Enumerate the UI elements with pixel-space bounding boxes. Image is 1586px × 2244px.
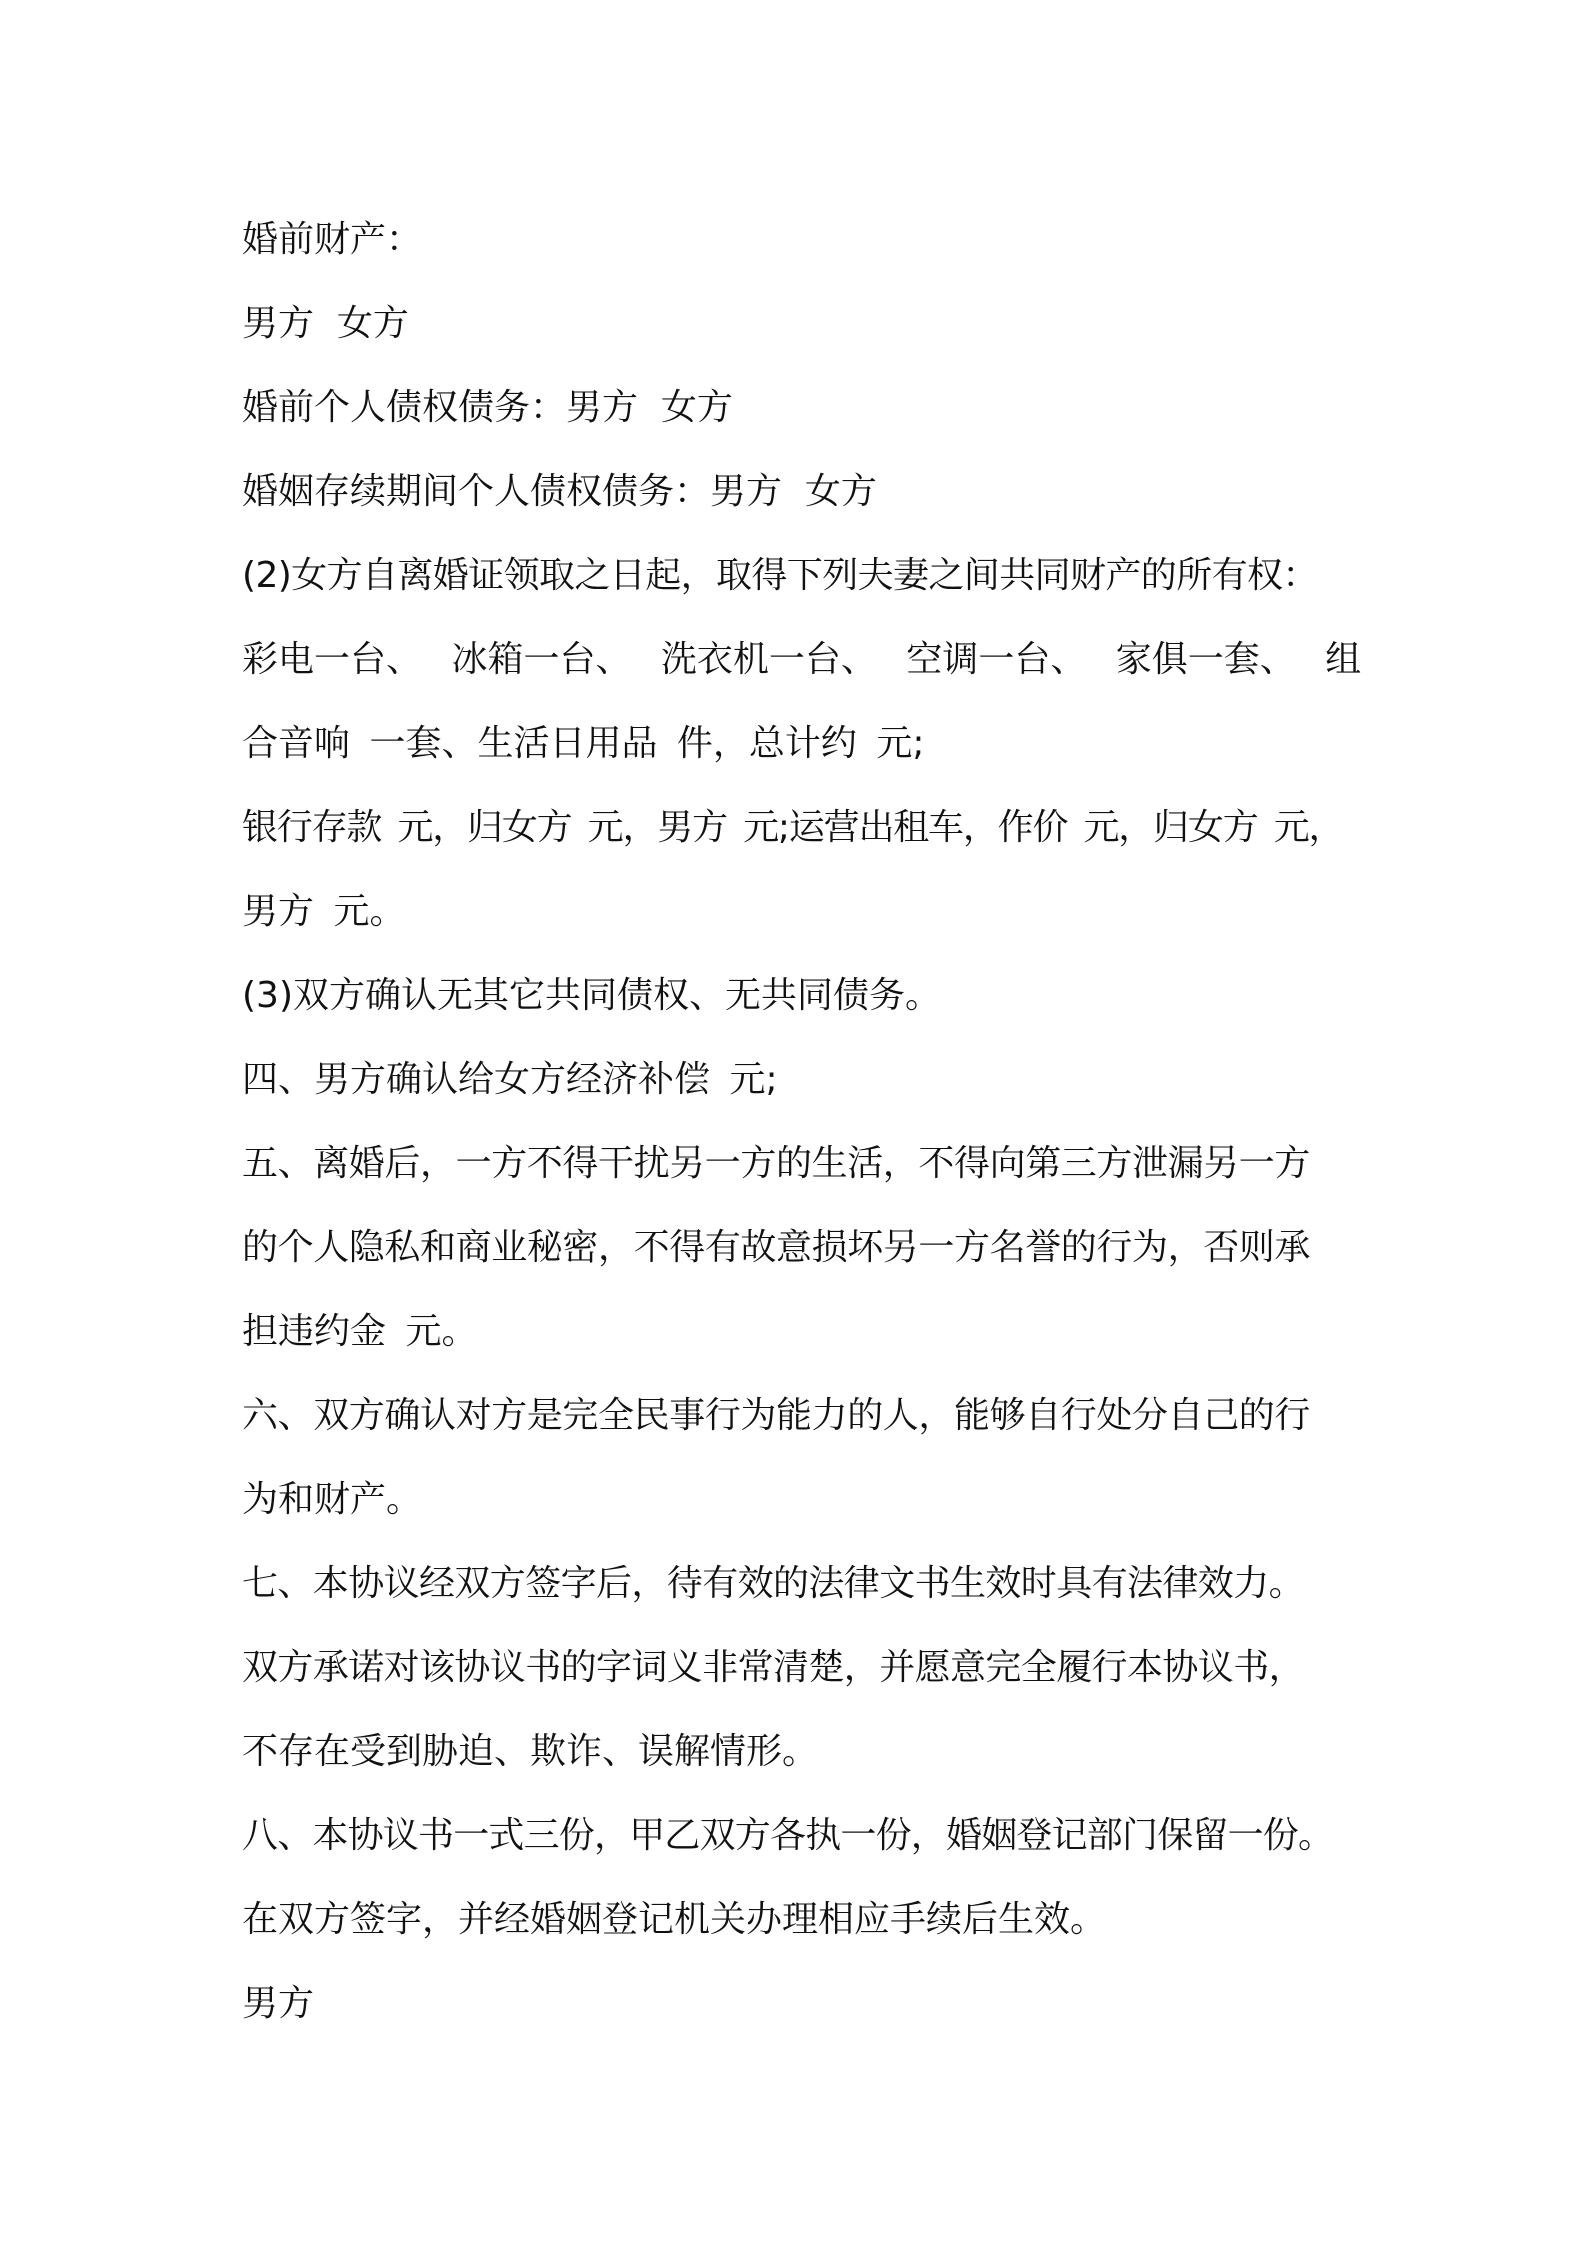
text-line-13: 的个人隐私和商业秘密，不得有故意损坏另一方名誉的行为，否则承 xyxy=(242,1227,1311,1268)
text-line-16: 为和财产。 xyxy=(242,1479,423,1520)
text-line-7: 合音响 一套、生活日用品 件，总计约 元; xyxy=(242,723,925,764)
text-line-1: 婚前财产： xyxy=(242,219,423,260)
text-line-17: 七、本协议经双方签字后，待有效的法律文书生效时具有法律效力。 xyxy=(242,1563,1305,1604)
text-line-18: 双方承诺对该协议书的字词义非常清楚，并愿意完全履行本协议书， xyxy=(242,1647,1305,1688)
text-line-15: 六、双方确认对方是完全民事行为能力的人，能够自行处分自己的行 xyxy=(242,1395,1311,1436)
text-line-6: 彩电一台、 冰箱一台、 洗衣机一台、 空调一台、 家俱一套、 组 xyxy=(242,639,1362,680)
text-line-11: 四、男方确认给女方经济补偿 元; xyxy=(242,1059,778,1100)
text-line-21: 在双方签字，并经婚姻登记机关办理相应手续后生效。 xyxy=(242,1899,1107,1940)
text-line-3: 婚前个人债权债务：男方 女方 xyxy=(242,387,733,428)
text-line-14: 担违约金 元。 xyxy=(242,1311,478,1352)
text-line-12: 五、离婚后，一方不得干扰另一方的生活，不得向第三方泄漏另一方 xyxy=(242,1143,1311,1184)
text-line-2: 男方 女方 xyxy=(242,303,409,344)
text-line-4: 婚姻存续期间个人债权债务：男方 女方 xyxy=(242,471,877,512)
text-line-19: 不存在受到胁迫、欺诈、误解情形。 xyxy=(242,1731,819,1772)
text-line-22: 男方 xyxy=(242,1983,315,2024)
document-page xyxy=(242,198,1362,2046)
text-line-5: (2)女方自离婚证领取之日起，取得下列夫妻之间共同财产的所有权： xyxy=(242,555,1318,596)
text-line-10: (3)双方确认无其它共同债权、无共同债务。 xyxy=(242,975,941,1016)
text-line-9: 男方 元。 xyxy=(242,891,406,932)
text-line-8: 银行存款 元，归女方 元，男方 元;运营出租车，作价 元，归女方 元， xyxy=(242,807,1344,848)
text-line-20: 八、本协议书一式三份，甲乙双方各执一份，婚姻登记部门保留一份。 xyxy=(242,1815,1334,1856)
